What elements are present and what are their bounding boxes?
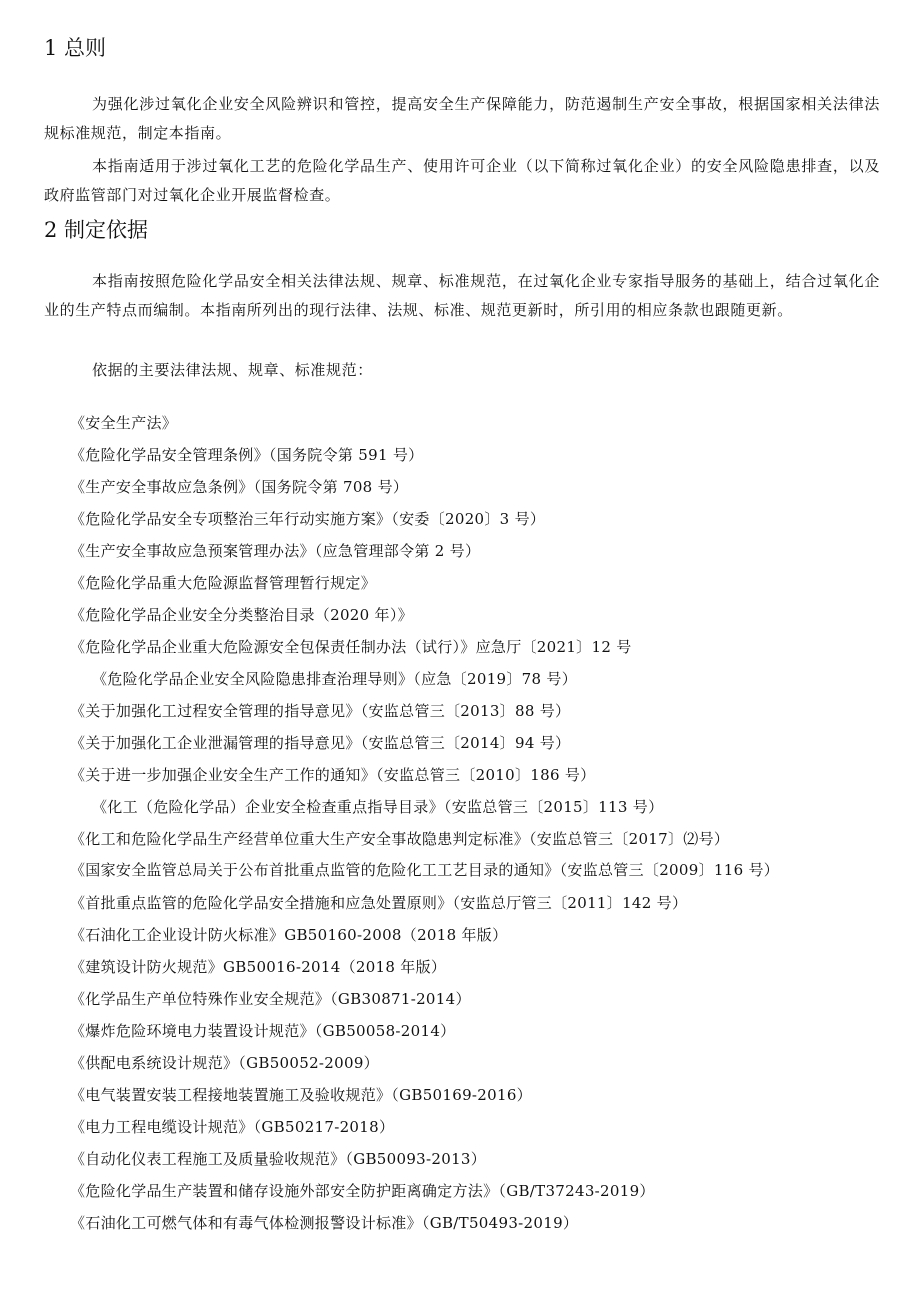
reference-item: 《化学品生产单位特殊作业安全规范》（GB30871-2014） xyxy=(70,990,471,1008)
reference-item: 《危险化学品重大危险源监督管理暂行规定》 xyxy=(70,574,377,592)
reference-item: 《电气装置安装工程接地装置施工及验收规范》（GB50169-2016） xyxy=(70,1086,532,1104)
reference-item: 《关于加强化工过程安全管理的指导意见》（安监总管三〔2013〕88 号） xyxy=(70,702,571,720)
reference-item: 《首批重点监管的危险化学品安全措施和应急处置原则》（安监总厅管三〔2011〕142 号） xyxy=(70,894,688,912)
reference-item: 《危险化学品企业安全分类整治目录（2020 年）》 xyxy=(70,606,413,624)
reference-item: 《关于加强化工企业泄漏管理的指导意见》（安监总管三〔2014〕94 号） xyxy=(70,734,571,752)
reference-item: 《危险化学品安全专项整治三年行动实施方案》（安委〔2020〕3 号） xyxy=(70,510,546,528)
reference-item: 《电力工程电缆设计规范》（GB50217-2018） xyxy=(70,1118,395,1136)
reference-item: 《危险化学品企业重大危险源安全包保责任制办法（试行）》应急厅〔2021〕12 号 xyxy=(70,638,632,656)
section-2-heading: 2 制定依据 xyxy=(44,218,149,242)
reference-item: 《供配电系统设计规范》（GB50052-2009） xyxy=(70,1054,379,1072)
reference-item: 《化工（危险化学品）企业安全检查重点指导目录》（安监总管三〔2015〕113 号） xyxy=(92,798,664,816)
reference-item: 《关于进一步加强企业安全生产工作的通知》（安监总管三〔2010〕186 号） xyxy=(70,766,596,784)
reference-item: 《建筑设计防火规范》GB50016-2014（2018 年版） xyxy=(70,958,447,976)
reference-item: 《自动化仪表工程施工及质量验收规范》（GB50093-2013） xyxy=(70,1150,487,1168)
reference-item: 《危险化学品生产装置和储存设施外部安全防护距离确定方法》（GB/T37243-2019） xyxy=(70,1182,655,1200)
section-2-paragraph-1: 本指南按照危险化学品安全相关法律法规、规章、标准规范，在过氧化企业专家指导服务的基础上，结合过氧化企业的生产特点而编制。本指南所列出的现行法律、法规、标准、规范更新时，所引用的相应条款也跟随更新。 xyxy=(44,272,880,319)
reference-list-intro: 依据的主要法律法规、规章、标准规范： xyxy=(92,361,373,379)
reference-item: 《危险化学品安全管理条例》（国务院令第 591 号） xyxy=(70,446,424,464)
section-1-paragraph-1: 为强化涉过氧化企业安全风险辨识和管控，提高安全生产保障能力，防范遏制生产安全事故，根据国家相关法律法规标准规范，制定本指南。 xyxy=(44,95,880,142)
reference-list xyxy=(70,407,890,1239)
reference-item: 《石油化工企业设计防火标准》GB50160-2008（2018 年版） xyxy=(70,926,508,944)
reference-item: 《生产安全事故应急预案管理办法》（应急管理部令第 2 号） xyxy=(70,542,481,560)
reference-item: 《化工和危险化学品生产经营单位重大生产安全事故隐患判定标准》（安监总管三〔2017〕⑵号） xyxy=(70,830,730,848)
reference-item: 《安全生产法》 xyxy=(70,414,178,432)
reference-item: 《国家安全监管总局关于公布首批重点监管的危险化工工艺目录的通知》（安监总管三〔2009〕116 号） xyxy=(70,861,780,879)
reference-item: 《生产安全事故应急条例》（国务院令第 708 号） xyxy=(70,478,409,496)
reference-item: 《危险化学品企业安全风险隐患排查治理导则》（应急〔2019〕78 号） xyxy=(92,670,578,688)
section-1-heading: 1 总则 xyxy=(44,36,107,60)
reference-item: 《石油化工可燃气体和有毒气体检测报警设计标准》（GB/T50493-2019） xyxy=(70,1214,579,1232)
reference-item: 《爆炸危险环境电力装置设计规范》（GB50058-2014） xyxy=(70,1022,456,1040)
section-1-paragraph-2: 本指南适用于涉过氧化工艺的危险化学品生产、使用许可企业（以下简称过氧化企业）的安全风险隐患排查，以及政府监管部门对过氧化企业开展监督检查。 xyxy=(44,157,880,204)
